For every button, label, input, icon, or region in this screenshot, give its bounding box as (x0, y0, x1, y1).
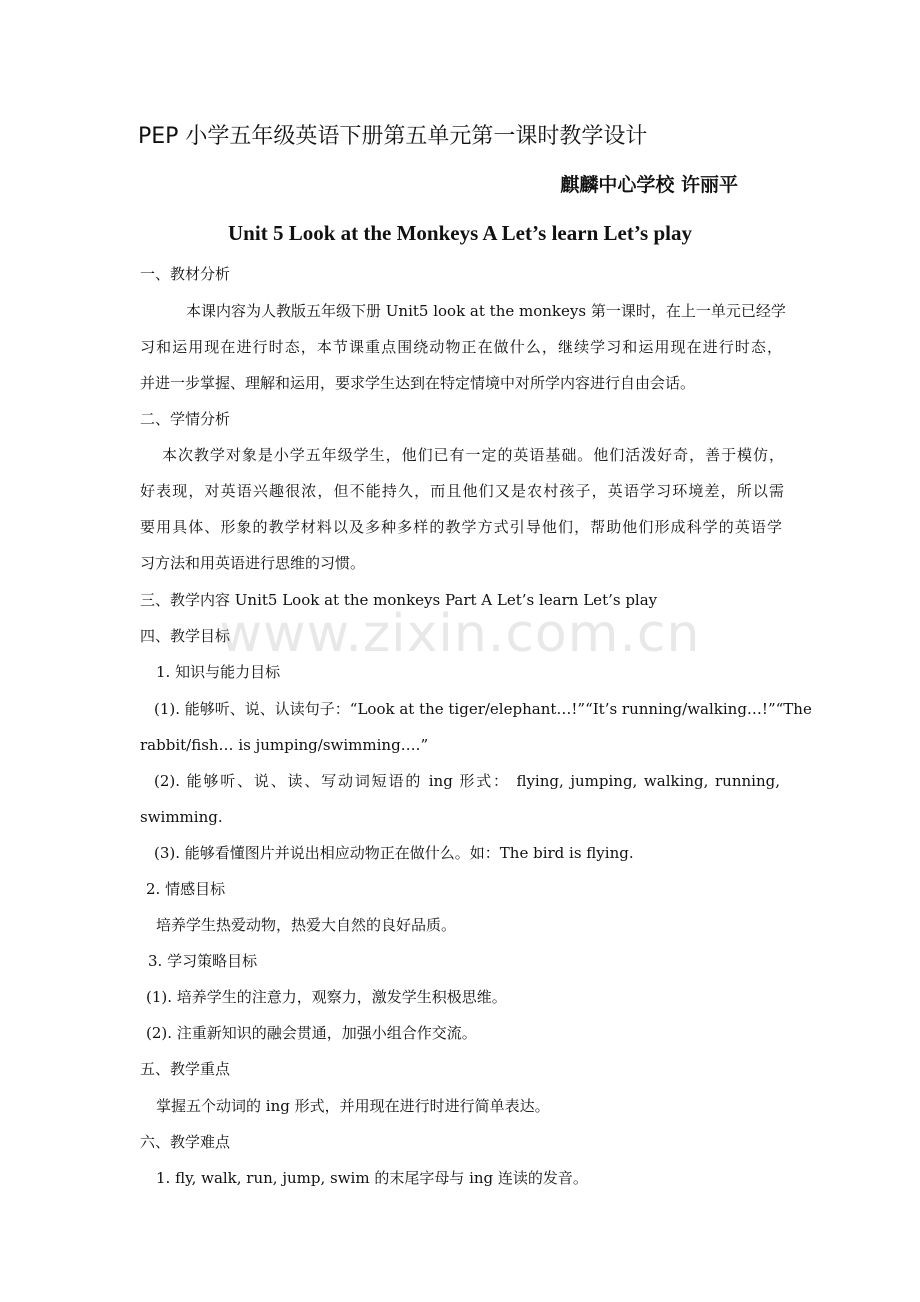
author-line: 麒麟中心学校 许丽平 (560, 174, 738, 196)
section-heading-students: 二、学情分析 (140, 410, 231, 428)
section-heading-key-points: 五、教学重点 (140, 1060, 231, 1078)
paragraph-line: (2). 能够听、说、读、写动词短语的 ing 形式： flying, jumping, walking, running, (154, 772, 780, 790)
paragraph-line: 本课内容为人教版五年级下册 Unit5 look at the monkeys 第一课时，在上一单元已经学 (186, 302, 786, 320)
paragraph-line: 好表现，对英语兴趣很浓，但不能持久，而且他们又是农村孩子，英语学习环境差，所以需 (140, 482, 784, 500)
paragraph-line: 1. fly, walk, run, jump, swim 的末尾字母与 ing 连读的发音。 (156, 1169, 588, 1187)
paragraph-line: swimming. (140, 808, 223, 826)
paragraph-line: 并进一步掌握、理解和运用，要求学生达到在特定情境中对所学内容进行自由会话。 (140, 374, 696, 392)
section-heading-difficulties: 六、教学难点 (140, 1133, 231, 1151)
paragraph-line: 习方法和用英语进行思维的习惯。 (140, 554, 366, 572)
sub-heading: 1. 知识与能力目标 (156, 663, 281, 681)
paragraph-line: (1). 培养学生的注意力，观察力，激发学生积极思维。 (146, 988, 507, 1006)
lesson-subtitle: Unit 5 Look at the Monkeys A Let’s learn Let’s play (228, 221, 692, 245)
section-heading-objectives: 四、教学目标 (140, 627, 231, 645)
paragraph-line: 要用具体、形象的教学材料以及多种多样的教学方式引导他们，帮助他们形成科学的英语学 (140, 518, 782, 536)
section-heading-materials: 一、教材分析 (140, 265, 231, 283)
paragraph-line: (2). 注重新知识的融会贯通，加强小组合作交流。 (146, 1024, 477, 1042)
paragraph-line: (1). 能够听、说、认读句子：“Look at the tiger/elephant…!”“It’s running/walking…!”“The (154, 700, 812, 718)
paragraph-line: 培养学生热爱动物，热爱大自然的良好品质。 (156, 916, 457, 934)
paragraph-line: 本次教学对象是小学五年级学生，他们已有一定的英语基础。他们活泼好奇，善于模仿， (162, 446, 784, 464)
watermark-text: www.zixin.com.cn (219, 604, 701, 664)
paragraph-line: 掌握五个动词的 ing 形式，并用现在进行时进行简单表达。 (156, 1097, 550, 1115)
paragraph-line: 习和运用现在进行时态，本节课重点围绕动物正在做什么，继续学习和运用现在进行时态， (140, 338, 782, 356)
document-title: PEP 小学五年级英语下册第五单元第一课时教学设计 (138, 124, 648, 149)
sub-heading: 3. 学习策略目标 (148, 952, 258, 970)
section-heading-content: 三、教学内容 Unit5 Look at the monkeys Part A Let’s learn Let’s play (140, 591, 658, 609)
sub-heading: 2. 情感目标 (146, 880, 226, 898)
paragraph-line: (3). 能够看懂图片并说出相应动物正在做什么。如：The bird is flying. (154, 844, 634, 862)
paragraph-line: rabbit/fish… is jumping/swimming….” (140, 736, 429, 754)
